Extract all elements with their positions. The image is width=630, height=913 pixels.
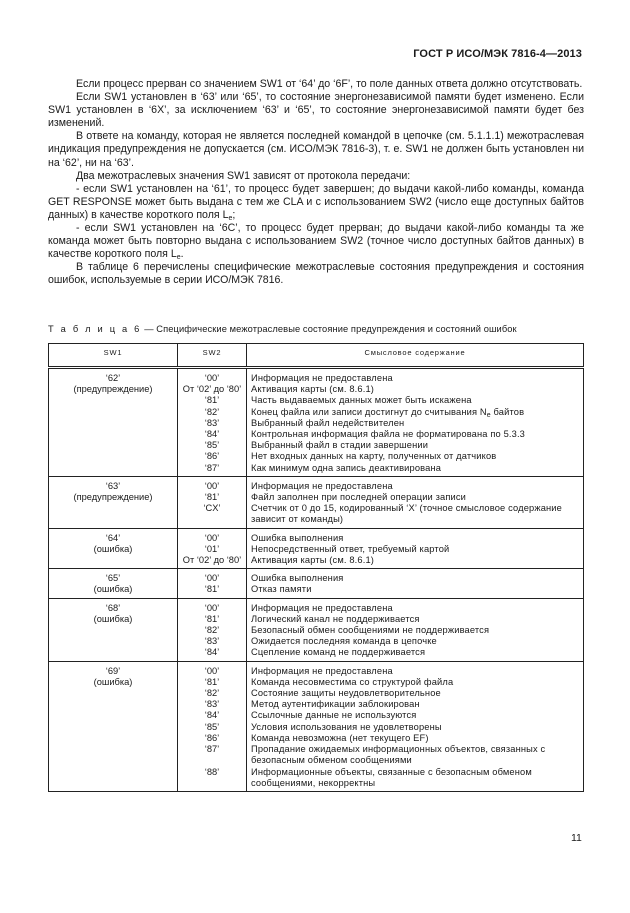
meaning-main: Информация не предоставлена <box>251 480 393 491</box>
sw2-value: ‘83’ <box>204 417 220 428</box>
meaning-text <box>251 407 579 418</box>
meaning-text <box>251 451 579 462</box>
meaning-cell <box>247 476 584 528</box>
meaning-main: Счетчик от 0 до 15, кодированный ‘X’ (точное смысловое содержание зависит от команды) <box>251 503 562 525</box>
header-sw1: SW1 <box>49 344 178 368</box>
meaning-main: Ошибка выполнения <box>251 573 344 584</box>
meaning-text <box>251 666 579 677</box>
meaning-main: Информационные объекты, связанные с безопасным обменом сообщениями, некорректны <box>251 766 532 788</box>
meaning-main: Метод аутентификации заблокирован <box>251 699 420 710</box>
header-sw2: SW2 <box>178 344 247 368</box>
sw1-line: ‘69’ <box>105 665 121 676</box>
sw2-value: ‘00’ <box>204 665 220 676</box>
sw2-cell <box>178 569 247 598</box>
meaning-text <box>251 429 579 440</box>
table-row <box>49 368 584 477</box>
meaning-text <box>251 722 579 733</box>
meaning-text <box>251 603 579 614</box>
table-row <box>49 528 584 569</box>
paragraph-text: В ответе на команду, которая не является последней командой в цепочке (см. 5.1.1.1) межотраслевая индикация предупреждения не допускается (см. ИСО/МЭК 7816-3), т. е. SW1 не должен быть установлен ни на ‘62’, ни на ‘63’. <box>48 130 584 169</box>
status-table <box>48 343 584 792</box>
meaning-text <box>251 733 579 744</box>
sw2-value: ‘83’ <box>204 699 220 710</box>
paragraph <box>48 222 584 261</box>
sw1-cell <box>49 569 178 598</box>
meaning-cell <box>247 528 584 569</box>
meaning-main: Команда несовместима со структурой файла <box>251 676 454 687</box>
paragraph-text: Если SW1 установлен в ‘63’ или ‘65’, то состояние энергонезависимой памяти будет изменено. Если SW1 установлен в ‘6X’, за исключением ‘63’ и ‘65’, то состояние энергонезависимой памяти будет без изменений. <box>48 91 584 130</box>
body-text <box>48 78 584 288</box>
paragraph-text: - если SW1 установлен на ‘6C’, то процесс будет прерван; до выдачи какой-либо команды та же команда может быть повторно выдана с использованием SW2 (точное число доступных байтов данных) в качестве короткого поля L <box>48 222 584 261</box>
sw2-cell <box>178 528 247 569</box>
table-header-row <box>49 344 584 368</box>
meaning-main: Команда невозможна (нет текущего EF) <box>251 732 429 743</box>
meaning-cell <box>247 368 584 477</box>
table-row <box>49 661 584 791</box>
meaning-main: Как минимум одна запись деактивирована <box>251 462 442 473</box>
paragraph <box>48 170 584 183</box>
sw1-line: (ошибка) <box>93 676 133 687</box>
meaning-main: Информация не предоставлена <box>251 373 393 383</box>
table-caption-label: Т а б л и ц а 6 <box>48 324 142 334</box>
sw1-cell <box>49 661 178 791</box>
subscript: e <box>176 254 181 262</box>
sw2-value: ‘00’ <box>204 532 220 543</box>
sw2-value: От ‘02’ до ‘80’ <box>182 555 242 566</box>
meaning-main: Пропадание ожидаемых информационных объектов, связанных с безопасным обменом сообщениями <box>251 744 546 766</box>
sw2-value: ‘CX’ <box>203 503 221 514</box>
meaning-text <box>251 710 579 721</box>
sw2-value: ‘87’ <box>204 744 220 755</box>
meaning-main: Выбранный файл недействителен <box>251 417 405 428</box>
meaning-main: Выбранный файл в стадии завершении <box>251 440 429 451</box>
meaning-main: Ссылочные данные не используются <box>251 710 417 721</box>
subscript: e <box>228 214 233 222</box>
sw2-value: ‘86’ <box>204 732 220 743</box>
meaning-main: Контрольная информация файла не форматирована по 5.3.3 <box>251 429 525 440</box>
meaning-text <box>251 492 579 503</box>
meaning-text <box>251 395 579 406</box>
sw2-value: ‘81’ <box>204 613 220 624</box>
meaning-text <box>251 373 579 384</box>
paragraph-tail: . <box>180 248 184 261</box>
sw2-value: ‘84’ <box>204 647 220 658</box>
meaning-main: Отказ памяти <box>251 584 312 595</box>
header-meaning: Смысловое содержание <box>247 344 584 368</box>
sw2-cell <box>178 368 247 477</box>
sw2-value: ‘85’ <box>204 440 220 451</box>
meaning-main: Конец файла или записи достигнут до считывания N <box>251 406 487 417</box>
table-caption <box>48 324 584 334</box>
table-row <box>49 569 584 598</box>
paragraph <box>48 78 584 91</box>
meaning-main: Файл заполнен при последней операции записи <box>251 492 467 503</box>
sw2-value: ‘81’ <box>204 395 220 406</box>
meaning-main: Непосредственный ответ, требуемый картой <box>251 543 450 554</box>
meaning-cell <box>247 569 584 598</box>
meaning-main: Сцепление команд не поддерживается <box>251 647 426 658</box>
sw2-value: От ‘02’ до ‘80’ <box>182 384 242 395</box>
meaning-main: Нет входных данных на карту, полученных от датчиков <box>251 451 497 462</box>
sw2-value: ‘00’ <box>204 573 220 584</box>
meaning-text <box>251 688 579 699</box>
paragraph-text: В таблице 6 перечислены специфические межотраслевые состояния предупреждения и состояния ошибок, используемые в серии ИСО/МЭК 7816. <box>48 261 584 287</box>
paragraph-text: Два межотраслевых значения SW1 зависят от протокола передачи: <box>76 169 411 182</box>
meaning-text <box>251 544 579 555</box>
sw1-cell <box>49 528 178 569</box>
meaning-text <box>251 418 579 429</box>
meaning-main: Условия использования не удовлетворены <box>251 721 442 732</box>
sw1-line: ‘63’ <box>105 480 121 491</box>
meaning-text <box>251 481 579 492</box>
sw2-value: ‘87’ <box>204 462 220 473</box>
sw1-line: ‘68’ <box>105 602 121 613</box>
meaning-main: Логический канал не поддерживается <box>251 613 420 624</box>
table-row <box>49 476 584 528</box>
meaning-text <box>251 677 579 688</box>
meaning-text <box>251 647 579 658</box>
sw1-line: ‘65’ <box>105 573 121 584</box>
paragraph-text: Если процесс прерван со значением SW1 от ‘64’ до ‘6F’, то поле данных ответа должно отсутствовать. <box>76 78 583 90</box>
meaning-text <box>251 625 579 636</box>
sw2-value: ‘81’ <box>204 584 220 595</box>
sw2-value: ‘81’ <box>204 492 220 503</box>
subscript: e <box>486 411 491 419</box>
sw2-value: ‘84’ <box>204 429 220 440</box>
paragraph <box>48 91 584 130</box>
meaning-tail: байтов <box>490 406 525 417</box>
sw1-cell <box>49 368 178 477</box>
meaning-text <box>251 533 579 544</box>
sw1-line: ‘62’ <box>105 373 121 383</box>
meaning-cell <box>247 598 584 661</box>
meaning-text <box>251 384 579 395</box>
sw2-value: ‘81’ <box>204 676 220 687</box>
meaning-main: Часть выдаваемых данных может быть искажена <box>251 395 472 406</box>
sw1-cell <box>49 476 178 528</box>
sw2-value: ‘82’ <box>204 406 220 417</box>
sw2-cell <box>178 598 247 661</box>
paragraph <box>48 130 584 169</box>
sw2-cell <box>178 661 247 791</box>
meaning-text <box>251 584 579 595</box>
page-number: 11 <box>571 832 582 844</box>
paragraph <box>48 183 584 222</box>
meaning-main: Информация не предоставлена <box>251 602 393 613</box>
meaning-main: Ошибка выполнения <box>251 532 344 543</box>
document-header: ГОСТ Р ИСО/МЭК 7816-4—2013 <box>413 48 582 60</box>
meaning-text <box>251 614 579 625</box>
sw2-value: ‘85’ <box>204 721 220 732</box>
paragraph-text: - если SW1 установлен на ‘61’, то процесс будет завершен; до выдачи какой-либо команды, команда GET RESPONSE может быть выдана с тем же CLA и с использованием SW2 (число еще доступных байтов данных) в качестве короткого поля L <box>48 182 584 221</box>
sw1-cell <box>49 598 178 661</box>
sw2-cell <box>178 476 247 528</box>
table-row <box>49 598 584 661</box>
meaning-text <box>251 744 579 766</box>
sw1-line: (ошибка) <box>93 613 133 624</box>
meaning-main: Состояние защиты неудовлетворительное <box>251 688 441 699</box>
sw2-value: ‘84’ <box>204 710 220 721</box>
meaning-cell <box>247 661 584 791</box>
meaning-text <box>251 555 579 566</box>
sw2-value: ‘83’ <box>204 636 220 647</box>
sw2-value: ‘82’ <box>204 625 220 636</box>
sw1-line: (ошибка) <box>93 584 133 595</box>
meaning-text <box>251 767 579 789</box>
meaning-main: Безопасный обмен сообщениями не поддерживается <box>251 625 490 636</box>
meaning-text <box>251 699 579 710</box>
meaning-text <box>251 440 579 451</box>
meaning-text <box>251 636 579 647</box>
sw2-value: ‘01’ <box>204 543 220 554</box>
sw2-value: ‘88’ <box>204 766 220 777</box>
sw1-line: (предупреждение) <box>73 492 153 503</box>
table-caption-text: — Специфические межотраслевые состояние предупреждения и состояний ошибок <box>141 324 517 334</box>
sw1-line: ‘64’ <box>105 532 121 543</box>
sw1-line: (предупреждение) <box>73 384 153 395</box>
meaning-text <box>251 573 579 584</box>
sw2-value: ‘82’ <box>204 688 220 699</box>
sw2-value: ‘00’ <box>204 480 220 491</box>
meaning-main: Активация карты (см. 8.6.1) <box>251 555 375 566</box>
meaning-text <box>251 463 579 474</box>
meaning-main: Информация не предоставлена <box>251 665 393 676</box>
meaning-text <box>251 503 579 525</box>
sw2-value: ‘00’ <box>204 373 220 383</box>
sw2-value: ‘86’ <box>204 451 220 462</box>
paragraph <box>48 261 584 287</box>
paragraph-tail: ; <box>232 208 236 221</box>
meaning-main: Активация карты (см. 8.6.1) <box>251 384 375 395</box>
sw2-value: ‘00’ <box>204 602 220 613</box>
sw1-line: (ошибка) <box>93 543 133 554</box>
meaning-main: Ожидается последняя команда в цепочке <box>251 636 437 647</box>
